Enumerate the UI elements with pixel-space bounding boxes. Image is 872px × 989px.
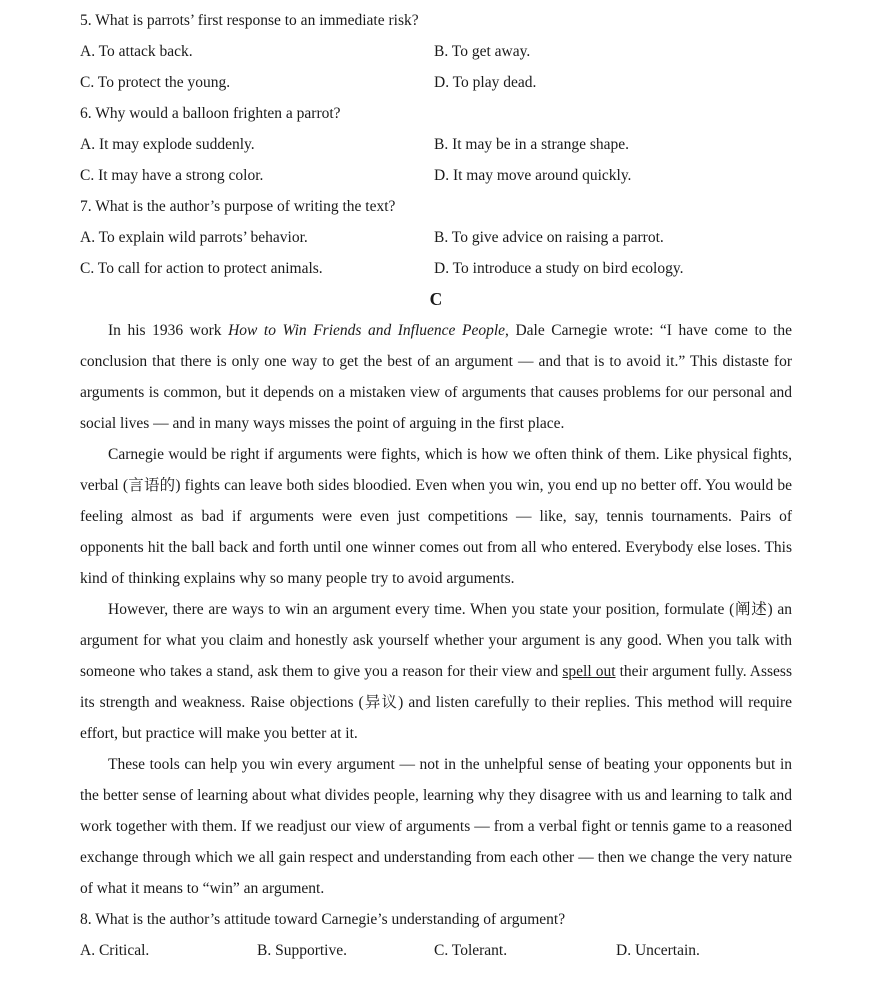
text-segment: , Dale Carnegie wrote: “I have come to the conclusion that there is only one way to get the best of an argument — and that is to avoid it.” This distaste for arguments is common, but it depends on a mistaken view of arguments that causes problems for our personal and social lives — and in many ways misses the point of arguing in the first place. [80, 322, 792, 432]
question-6-option-b: B. It may be in a strange shape. [434, 136, 629, 153]
passage [80, 315, 792, 904]
question-6-text: 6. Why would a balloon frighten a parrot? [80, 105, 341, 122]
question-6-option-c: C. It may have a strong color. [80, 167, 264, 184]
question-5-option-b: B. To get away. [434, 43, 531, 60]
question-8 [80, 904, 792, 966]
question-8-option-a: A. Critical. [80, 942, 150, 959]
question-6-option-a: A. It may explode suddenly. [80, 136, 255, 153]
question-5 [80, 5, 792, 98]
question-7-option-d: D. To introduce a study on bird ecology. [434, 260, 684, 277]
text-segment: Carnegie would be right if arguments were fights, which is how we often think of them. Like physical fights, verbal (言语的) fights can leave both sides bloodied. Even when you win, you end up no better off. You would be feeling almost as bad if arguments were even just competitions — like, say, tennis tournaments. Pairs of opponents hit the ball back and forth until one winner comes out from all who entered. Everybody else loses. This kind of thinking explains why so many people try to avoid arguments. [80, 446, 792, 587]
question-6-option-d: D. It may move around quickly. [434, 167, 632, 184]
question-7-option-b: B. To give advice on raising a parrot. [434, 229, 664, 246]
passage-paragraph-3 [80, 594, 792, 749]
question-7-option-a: A. To explain wild parrots’ behavior. [80, 229, 308, 246]
question-5-option-c: C. To protect the young. [80, 74, 231, 91]
question-5-options [80, 36, 792, 98]
question-5-option-a: A. To attack back. [80, 43, 193, 60]
question-6-options [80, 129, 792, 191]
passage-paragraph-4 [80, 749, 792, 904]
text-segment: their argument fully. Assess its strength and weakness. Raise objections (异议) and listen carefully to their replies. This method will require effort, but practice will make you better at it. [80, 663, 792, 742]
text-segment: In his 1936 work [108, 322, 229, 339]
question-7 [80, 191, 792, 284]
question-8-option-d: D. Uncertain. [616, 942, 700, 959]
question-7-text: 7. What is the author’s purpose of writing the text? [80, 198, 396, 215]
passage-paragraph-1 [80, 315, 792, 439]
question-8-option-c: C. Tolerant. [434, 942, 508, 959]
question-7-options [80, 222, 792, 284]
question-5-text: 5. What is parrots’ first response to an immediate risk? [80, 12, 419, 29]
question-8-options [80, 935, 792, 966]
passage-paragraph-2 [80, 439, 792, 594]
text-segment: These tools can help you win every argument — not in the unhelpful sense of beating your opponents but in the better sense of learning about what divides people, learning why they disagree with us and learning to talk and work together with them. If we readjust our view of arguments — from a verbal fight or tennis game to a reasoned exchange through which we all gain respect and understanding from each other — then we change the very nature of what it means to “win” an argument. [80, 756, 792, 897]
question-6 [80, 98, 792, 191]
question-5-option-d: D. To play dead. [434, 74, 537, 91]
question-7-option-c: C. To call for action to protect animals. [80, 260, 323, 277]
question-8-option-b: B. Supportive. [257, 942, 347, 959]
book-title: How to Win Friends and Influence People [228, 322, 506, 339]
text-segment: However, there are ways to win an argument every time. When you state your position, formulate (阐述) an argument for what you claim and honestly ask yourself whether your argument is any good. When you talk with someone who takes a stand, ask them to give you a reason for their view and [80, 601, 792, 680]
underlined-phrase: spell out [562, 663, 616, 680]
section-heading-c: C [429, 289, 443, 309]
question-8-text: 8. What is the author’s attitude toward Carnegie’s understanding of argument? [80, 911, 566, 928]
